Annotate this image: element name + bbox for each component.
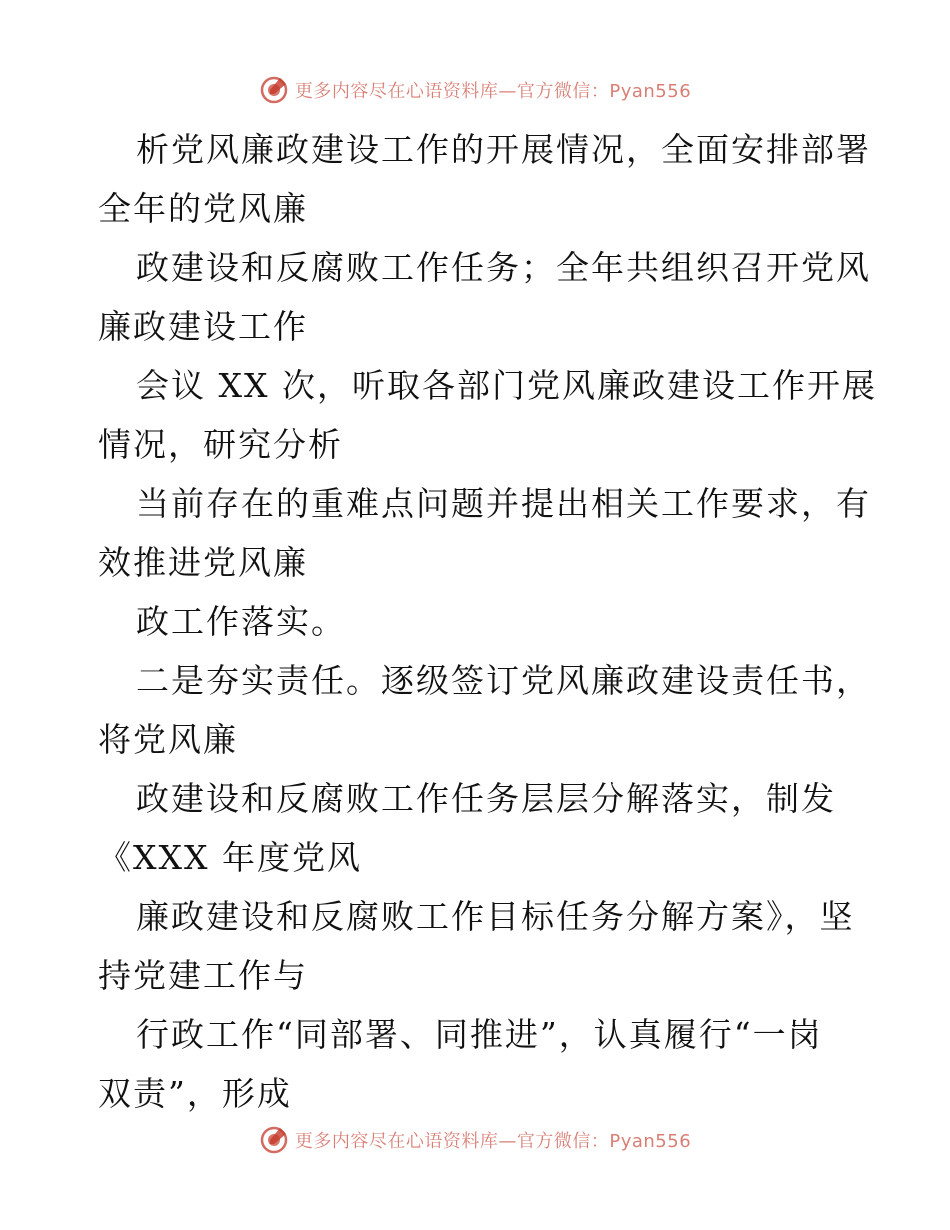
body-line: 行政工作“同部署、同推进”，认真履行“一岗 bbox=[136, 1015, 823, 1054]
body-line: 《XXX 年度党风 bbox=[98, 838, 362, 877]
body-line: 二是夯实责任。逐级签订党风廉政建设责任书， bbox=[136, 661, 871, 700]
body-line: 廉政建设和反腐败工作目标任务分解方案》，坚 bbox=[136, 897, 855, 936]
header-watermark-banner bbox=[0, 70, 950, 110]
body-line: 廉政建设工作 bbox=[98, 307, 308, 346]
body-line: 当前存在的重难点问题并提出相关工作要求，有 bbox=[136, 484, 871, 523]
body-line: 政建设和反腐败工作任务；全年共组织召开党风 bbox=[136, 248, 871, 287]
body-line: 政工作落实。 bbox=[136, 602, 346, 641]
body-line: 析党风廉政建设工作的开展情况，全面安排部署 bbox=[136, 130, 871, 169]
body-line: 持党建工作与 bbox=[98, 956, 308, 995]
body-line: 全年的党风廉 bbox=[98, 189, 308, 228]
footer-watermark-text: 更多内容尽在心语资料库—官方微信：Pyan556 bbox=[294, 1131, 692, 1152]
quill-pen-logo-icon bbox=[259, 75, 289, 105]
body-line: 会议 XX 次，听取各部门党风廉政建设工作开展 bbox=[136, 366, 877, 405]
header-watermark-text: 更多内容尽在心语资料库—官方微信：Pyan556 bbox=[294, 81, 692, 102]
quill-pen-logo-icon bbox=[259, 1125, 289, 1155]
body-line: 将党风廉 bbox=[98, 720, 238, 759]
body-line: 效推进党风廉 bbox=[98, 543, 308, 582]
footer-watermark-banner bbox=[0, 1120, 950, 1160]
body-line: 双责”，形成 bbox=[98, 1074, 292, 1113]
document-body bbox=[98, 120, 877, 1123]
body-line: 政建设和反腐败工作任务层层分解落实，制发 bbox=[136, 779, 836, 818]
body-line: 情况，研究分析 bbox=[98, 425, 343, 464]
